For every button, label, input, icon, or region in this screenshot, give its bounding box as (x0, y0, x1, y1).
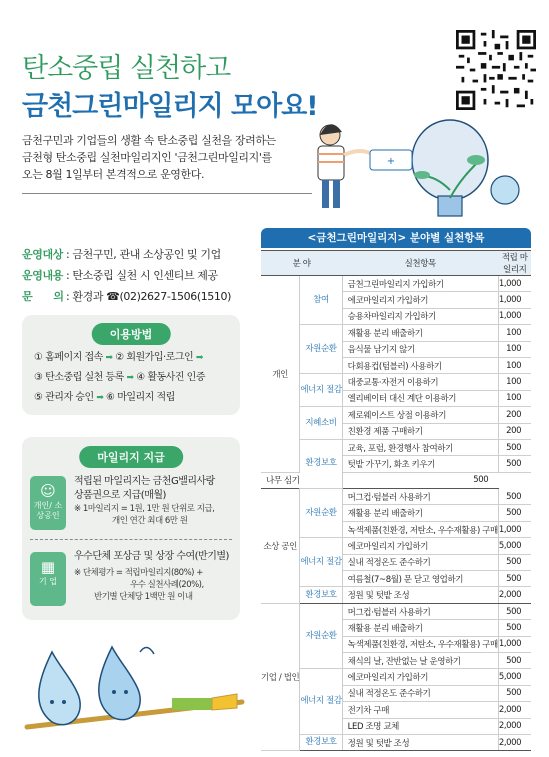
step-item: ② 회원가입·로그인 (115, 352, 194, 363)
table-row (261, 669, 531, 685)
item-cell: 재활용 분리 배출하기 (342, 620, 498, 636)
step-row (34, 388, 205, 408)
item-cell: 채식의 날, 잔반없는 날 운영하기 (342, 652, 498, 668)
arrow-right-icon: ➡ (195, 353, 203, 363)
payment-title: 마일리지 지급 (79, 446, 183, 468)
points-cell: 100 (498, 390, 531, 406)
item-cell: 에코마일리지 가입하기 (342, 669, 498, 685)
points-cell: 500 (498, 505, 531, 521)
company-note: 우수 실천사례(20%), (130, 580, 204, 590)
building-icon: ▦ (40, 558, 56, 576)
points-cell: 2,000 (498, 702, 531, 718)
item-cell: 대중교통·자전거 이용하기 (342, 374, 498, 390)
item-cell: 에코마일리지 가입하기 (342, 292, 498, 308)
item-cell: 재활용 분리 배출하기 (342, 325, 498, 341)
individual-badge (30, 476, 66, 530)
points-cell: 500 (498, 554, 531, 570)
table-row (261, 538, 531, 554)
item-cell: 제로웨이스트 상점 이용하기 (342, 407, 498, 423)
item-cell: 머그컵·텀블러 사용하기 (342, 603, 498, 619)
info-key: 문 의 (22, 290, 64, 303)
item-cell: 교육, 포럼, 환경행사 참여하기 (342, 439, 498, 455)
item-cell: 음식물 남기지 않기 (342, 341, 498, 357)
points-cell: 500 (498, 685, 531, 701)
bulb-illustration (310, 110, 535, 230)
points-cell: 200 (498, 423, 531, 439)
item-cell: 다회용컵(텀블러) 사용하기 (342, 357, 498, 373)
points-cell: 2,000 (498, 734, 531, 750)
points-cell: 500 (342, 472, 498, 488)
points-cell: 1,000 (498, 308, 531, 324)
points-cell: 500 (498, 439, 531, 455)
points-cell: 100 (498, 357, 531, 373)
points-cell: 2,000 (498, 587, 531, 603)
title-line-1: 탄소중립 실천하고 (22, 53, 231, 84)
intro-line: 오는 8월 1일부터 본격적으로 운영한다. (22, 168, 205, 181)
item-cell: 재활용 분리 배출하기 (342, 505, 498, 521)
table-row (261, 439, 531, 455)
points-cell: 500 (498, 620, 531, 636)
table-row (261, 276, 531, 292)
intro-line: 금천구민과 기업들의 생활 속 탄소중립 실천을 장려하는 (22, 134, 276, 147)
company-label: 기 업 (39, 577, 57, 586)
step-item: ⑥ 마일리지 적립 (106, 392, 175, 403)
person-icon: ☺ (40, 482, 56, 500)
water-drop-illustration (22, 632, 247, 752)
item-cell: 금천그린마일리지 가입하기 (342, 276, 498, 292)
divider (22, 193, 312, 194)
individual-label: 개인/ 소상공인 (33, 501, 63, 520)
table-body (261, 276, 531, 751)
item-cell: 나무 심기 (261, 472, 300, 488)
item-cell: 엘리베이터 대신 계단 이용하기 (342, 390, 498, 406)
info-value: : 탄소중립 실천 시 인센티브 제공 (66, 269, 218, 282)
table-row (261, 325, 531, 341)
item-cell: 실내 적정온도 준수하기 (342, 685, 498, 701)
table-row (261, 734, 531, 750)
step-item: ④ 활동사진 인증 (136, 372, 205, 383)
subcategory-cell: 에너지 절감 (300, 669, 342, 735)
info-value: : 환경과 ☎(02)2627-1506(1510) (66, 290, 231, 303)
item-cell: 승용차마일리지 가입하기 (342, 308, 498, 324)
qr-code-icon[interactable] (456, 30, 536, 110)
intro-line: 금천형 탄소중립 실천마일리지인 '금천그린마일리지'를 (22, 151, 272, 164)
item-cell: 머그컵·텀블러 사용하기 (342, 489, 498, 505)
points-cell: 5,000 (498, 538, 531, 554)
points-cell: 5,000 (498, 669, 531, 685)
table-row (261, 374, 531, 390)
table-title: <금천그린마일리지> 분야별 실천항목 (261, 228, 531, 248)
individual-line: 상품권으로 지급(매월) (74, 490, 166, 501)
subcategory-cell: 자원순환 (300, 325, 342, 374)
item-cell: 실내 적정온도 준수하기 (342, 554, 498, 570)
company-content (74, 550, 229, 603)
item-cell: 에코마일리지 가입하기 (342, 538, 498, 554)
step-item: ① 홈페이지 접속 (34, 352, 103, 363)
points-cell: 500 (498, 489, 531, 505)
subcategory-cell: 자원순환 (300, 489, 342, 538)
subcategory-cell: 에너지 절감 (300, 374, 342, 407)
info-block (22, 244, 231, 307)
company-line: 우수단체 포상금 및 상장 수여(반기별) (74, 551, 229, 562)
step-item: ⑤ 관리자 승인 (34, 392, 94, 403)
item-cell: LED 조명 교체 (342, 718, 498, 734)
points-cell: 500 (498, 652, 531, 668)
header-item: 실천항목 (342, 251, 498, 276)
item-cell: 녹색제품(친환경, 저탄소, 우수재활용) 구매 (342, 521, 498, 537)
points-cell: 1,000 (498, 521, 531, 537)
points-cell: 1,000 (498, 276, 531, 292)
info-key: 운영내용 (22, 269, 63, 282)
svg-text:+: + (386, 156, 396, 167)
subcategory-cell: 환경보호 (300, 439, 342, 488)
mileage-table (261, 250, 531, 751)
header-points: 적립 마일리지 (498, 251, 531, 276)
subcategory-cell: 자원순환 (300, 603, 342, 669)
points-cell: 500 (498, 603, 531, 619)
company-note: ※ 단체평가 = 적립마일리지(80%) + (74, 568, 203, 578)
points-cell: 500 (498, 456, 531, 472)
arrow-right-icon: ➡ (96, 393, 104, 403)
item-cell: 전기차 구매 (342, 702, 498, 718)
table-header-row (261, 251, 531, 276)
individual-note: ※ 1마일리지 = 1원, 1만 원 단위로 지급, (74, 504, 215, 514)
table-row (261, 489, 531, 505)
points-cell: 2,000 (498, 718, 531, 734)
info-key: 운영대상 (22, 248, 63, 261)
subcategory-cell: 환경보호 (300, 587, 342, 603)
points-cell: 1,000 (498, 636, 531, 652)
usage-steps (34, 348, 205, 408)
category-cell: 기업 / 법인 (261, 603, 300, 751)
info-value: : 금천구민, 관내 소상공인 및 기업 (66, 248, 221, 261)
individual-line: 적립된 마일리지는 금천G밸리사랑 (74, 476, 215, 487)
item-cell: 정원 및 텃밭 조성 (342, 734, 498, 750)
dashed-divider (30, 539, 232, 540)
intro-paragraph (22, 132, 312, 183)
arrow-right-icon: ➡ (105, 353, 113, 363)
points-cell: 500 (498, 571, 531, 587)
info-content (22, 265, 231, 286)
table-row (261, 407, 531, 423)
item-cell: 친환경 제품 구매하기 (342, 423, 498, 439)
title-line-2: 금천그린마일리지 모아요! (22, 91, 318, 122)
item-cell: 녹색제품(친환경, 저탄소, 우수재활용) 구매 (342, 636, 498, 652)
category-cell: 소상 공인 (261, 489, 300, 604)
table-row (261, 587, 531, 603)
subcategory-cell: 참여 (300, 276, 342, 325)
points-cell: 1,000 (498, 292, 531, 308)
subcategory-cell: 에너지 절감 (300, 538, 342, 587)
company-badge (30, 552, 66, 606)
info-target (22, 244, 231, 265)
item-cell: 텃밭 가꾸기, 화초 키우기 (342, 456, 498, 472)
item-cell: 정원 및 텃밭 조성 (342, 587, 498, 603)
category-cell: 개인 (261, 276, 300, 473)
points-cell: 200 (498, 407, 531, 423)
payment-panel (22, 437, 240, 620)
individual-note: 개인 연간 최대 6만 원 (112, 516, 188, 526)
step-row (34, 368, 205, 388)
points-cell: 100 (498, 374, 531, 390)
arrow-right-icon: ➡ (126, 373, 134, 383)
subcategory-cell: 환경보호 (300, 734, 342, 750)
step-row (34, 348, 205, 368)
individual-content (74, 475, 215, 527)
points-cell: 100 (498, 325, 531, 341)
usage-panel (22, 315, 240, 415)
usage-title: 이용방법 (92, 323, 171, 345)
table-row (261, 603, 531, 619)
points-cell: 100 (498, 341, 531, 357)
subcategory-cell: 지혜소비 (300, 407, 342, 440)
info-contact (22, 286, 231, 307)
header-category: 분 야 (261, 251, 342, 276)
step-item: ③ 탄소중립 실천 등록 (34, 372, 124, 383)
item-cell: 여름철(7~8월) 문 닫고 영업하기 (342, 571, 498, 587)
company-note: 반기별 단체당 1백만 원 이내 (94, 592, 193, 602)
